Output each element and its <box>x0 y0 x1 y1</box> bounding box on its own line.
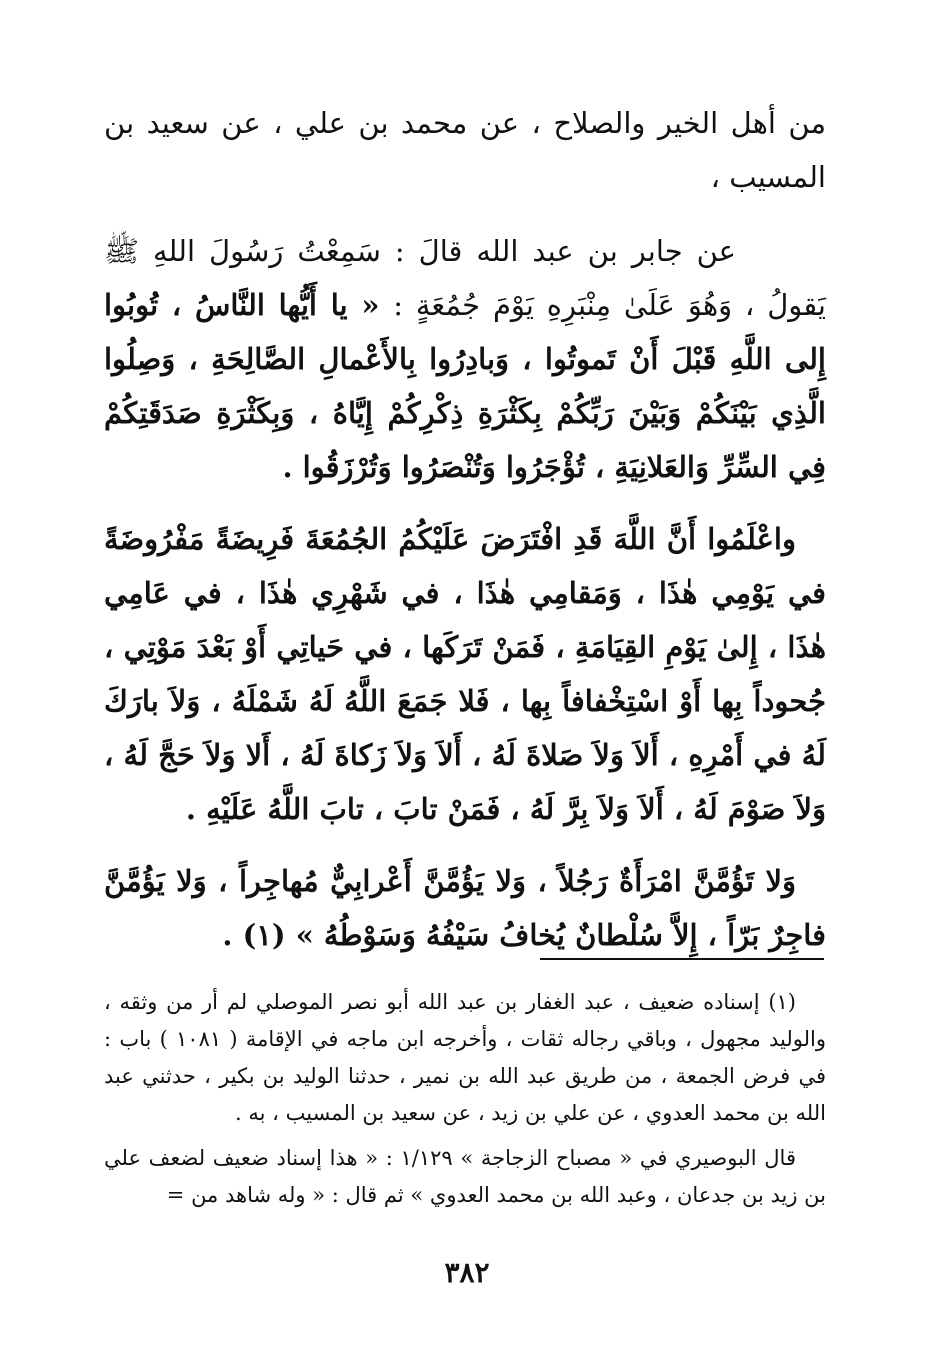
main-text <box>104 96 826 980</box>
page-number: ٣٨٢ <box>444 1256 490 1289</box>
footnote-1: (١) إسناده ضعيف ، عبد الغفار بن عبد الله أبو نصر الموصلي لم أر من وثقه ، والوليد مجهول ، وباقي رجاله ثقات ، وأخرجه ابن ماجه في الإقامة ( ١٠٨١ ) باب : في فرض الجمعة ، من طريق عبد الله بن نمير ، حدثنا الوليد بن بكير ، حدثني عبد الله بن محمد العدوي ، عن علي بن زيد ، عن سعيد بن المسيب ، به . <box>104 990 826 1125</box>
hadith-paragraph-1 <box>104 224 826 494</box>
footnote-separator <box>540 958 824 960</box>
hadith-paragraph-2: واعْلَمُوا أَنَّ اللَّهَ قَدِ افْتَرَضَ عَلَيْكُمُ الجُمُعَةَ فَرِيضَةً مَفْرُوضَةً في يَوْمِي هٰذَا ، وَمَقامِي هٰذَا ، في شَهْرِي هٰذَا ، في عَامِي هٰذَا ، إِلىٰ يَوْمِ القِيَامَةِ ، فَمَنْ تَرَكَها ، في حَياتِي أَوْ بَعْدَ مَوْتِي ، جُحوداً بِها أَوْ اسْتِخْفافاً بِها ، فَلا جَمَعَ اللَّهُ لَهُ شَمْلَهُ ، وَلاَ بارَكَ لَهُ في أَمْرِهِ ، أَلاَ وَلاَ صَلاةَ لَهُ ، أَلاَ وَلاَ زَكاةَ لَهُ ، أَلا وَلاَ حَجَّ لَهُ ، وَلاَ صَوْمَ لَهُ ، أَلاَ وَلاَ بِرَّ لَهُ ، فَمَنْ تابَ ، تابَ اللَّهُ عَلَيْهِ . <box>104 522 826 826</box>
footnote-2: قال البوصيري في « مصباح الزجاجة » ١/١٢٩ : « هذا إسناد ضعيف لضعف علي بن زيد بن جدعان ، وعبد الله بن محمد العدوي » ثم قال : « وله شاهد من = <box>104 1146 826 1207</box>
intro-paragraph: من أهل الخير والصلاح ، عن محمد بن علي ، عن سعيد بن المسيب ، <box>104 106 826 194</box>
hadith-paragraph-3: وَلا تَؤُمَّنَّ امْرَأَةٌ رَجُلاً ، وَلا يَؤُمَّنَّ أَعْرابِيٌّ مُهاجِراً ، وَلا يَؤُمَّنَّ فاجِرٌ بَرّاً ، إِلاَّ سُلْطانٌ يُخافُ سَيْفُهُ وَسَوْطُهُ » (١) . <box>104 864 826 952</box>
hadith-text-1: « يا أَيُّها النَّاسُ ، تُوبُوا إِلى اللَّهِ قَبْلَ أَنْ تَموتُوا ، وَبادِرُوا بِالأَعْمالِ الصَّالِحَةِ ، وَصِلُوا الَّذِي بَيْنَكُمْ وَبَيْنَ رَبِّكُمْ بِكَثْرَةِ ذِكْرِكُمْ إِيَّاهُ ، وَبِكَثْرَةِ صَدَقَتِكُمْ فِي السِّرِّ وَالعَلانِيَةِ ، تُؤْجَرُوا وَتُنْصَرُوا وَتُرْزَقُوا . <box>104 288 826 484</box>
hadith-lead: عن جابر بن عبد الله قالَ : سَمِعْتُ رَسُولَ اللهِ ﷺ يَقولُ ، وَهُوَ عَلَىٰ مِنْبَرِهِ يَوْمَ جُمُعَةٍ : <box>104 234 826 322</box>
footnotes <box>104 984 826 1214</box>
